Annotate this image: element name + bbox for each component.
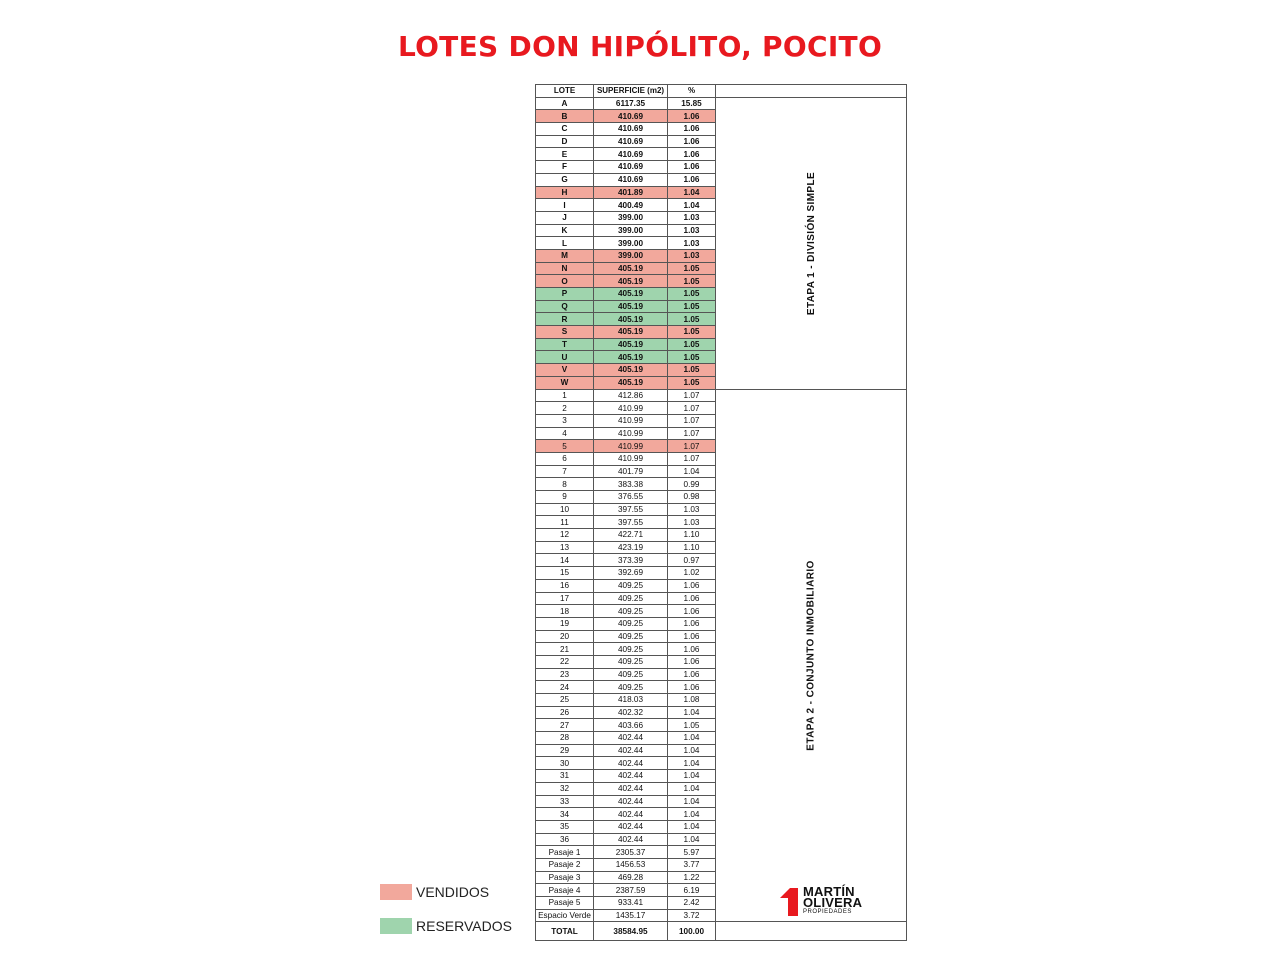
legend-item-reserved bbox=[380, 914, 512, 938]
cell-percent: 3.72 bbox=[668, 909, 716, 922]
cell-lote: 24 bbox=[536, 681, 594, 694]
cell-lote: E bbox=[536, 148, 594, 161]
logo-line-2: OLIVERA bbox=[803, 895, 863, 910]
cell-superficie: 418.03 bbox=[594, 694, 668, 707]
cell-lote: Q bbox=[536, 300, 594, 313]
cell-percent: 0.98 bbox=[668, 491, 716, 504]
cell-lote: W bbox=[536, 376, 594, 389]
cell-superficie: 402.44 bbox=[594, 795, 668, 808]
cell-superficie: 409.25 bbox=[594, 668, 668, 681]
header-spacer bbox=[716, 85, 907, 98]
cell-superficie: 410.69 bbox=[594, 148, 668, 161]
cell-lote: 28 bbox=[536, 732, 594, 745]
cell-lote: 31 bbox=[536, 770, 594, 783]
cell-superficie: 405.19 bbox=[594, 364, 668, 377]
cell-lote: U bbox=[536, 351, 594, 364]
cell-superficie: 405.19 bbox=[594, 326, 668, 339]
cell-superficie: 402.44 bbox=[594, 782, 668, 795]
cell-superficie: 376.55 bbox=[594, 491, 668, 504]
logo-line-3: PROPIEDADES bbox=[803, 909, 852, 915]
cell-superficie: 402.44 bbox=[594, 744, 668, 757]
cell-lote: 5 bbox=[536, 440, 594, 453]
cell-superficie: 469.28 bbox=[594, 871, 668, 884]
cell-percent: 1.04 bbox=[668, 770, 716, 783]
logo-text bbox=[803, 886, 862, 916]
logo-line-1: MARTÍN bbox=[803, 884, 855, 899]
cell-percent: 1.22 bbox=[668, 871, 716, 884]
cell-percent: 1.05 bbox=[668, 719, 716, 732]
cell-superficie: 410.69 bbox=[594, 161, 668, 174]
cell-percent: 2.42 bbox=[668, 897, 716, 910]
cell-percent: 1.04 bbox=[668, 833, 716, 846]
cell-superficie: 405.19 bbox=[594, 275, 668, 288]
cell-lote: G bbox=[536, 173, 594, 186]
cell-superficie: 409.25 bbox=[594, 643, 668, 656]
cell-percent: 1.05 bbox=[668, 313, 716, 326]
cell-superficie: 399.00 bbox=[594, 211, 668, 224]
cell-superficie: 409.25 bbox=[594, 655, 668, 668]
table-row bbox=[536, 389, 907, 402]
cell-percent: 5.97 bbox=[668, 846, 716, 859]
page-title: LOTES DON HIPÓLITO, POCITO bbox=[397, 30, 883, 63]
cell-lote: I bbox=[536, 199, 594, 212]
table-row bbox=[536, 97, 907, 110]
cell-lote: 13 bbox=[536, 541, 594, 554]
cell-superficie: 422.71 bbox=[594, 529, 668, 542]
table-header-row bbox=[536, 85, 907, 98]
cell-percent: 1.06 bbox=[668, 161, 716, 174]
cell-lote: 30 bbox=[536, 757, 594, 770]
cell-superficie: 410.69 bbox=[594, 123, 668, 136]
cell-superficie: 2387.59 bbox=[594, 884, 668, 897]
legend-swatch-sold bbox=[380, 884, 412, 900]
cell-superficie: 412.86 bbox=[594, 389, 668, 402]
cell-lote: J bbox=[536, 211, 594, 224]
cell-lote: D bbox=[536, 135, 594, 148]
cell-superficie: 402.32 bbox=[594, 706, 668, 719]
total-superficie: 38584.95 bbox=[594, 922, 668, 941]
cell-lote: 3 bbox=[536, 414, 594, 427]
cell-lote: 6 bbox=[536, 452, 594, 465]
cell-lote: R bbox=[536, 313, 594, 326]
cell-superficie: 405.19 bbox=[594, 300, 668, 313]
cell-lote: Pasaje 5 bbox=[536, 897, 594, 910]
cell-superficie: 392.69 bbox=[594, 567, 668, 580]
stage-2-label bbox=[716, 389, 907, 922]
cell-superficie: 410.99 bbox=[594, 440, 668, 453]
cell-percent: 15.85 bbox=[668, 97, 716, 110]
legend bbox=[380, 880, 512, 948]
legend-item-sold bbox=[380, 880, 512, 904]
legend-label-reserved: RESERVADOS bbox=[416, 918, 512, 934]
cell-percent: 1.04 bbox=[668, 199, 716, 212]
cell-percent: 1.06 bbox=[668, 668, 716, 681]
cell-superficie: 1435.17 bbox=[594, 909, 668, 922]
cell-superficie: 397.55 bbox=[594, 516, 668, 529]
cell-superficie: 409.25 bbox=[594, 617, 668, 630]
cell-superficie: 397.55 bbox=[594, 503, 668, 516]
cell-superficie: 409.25 bbox=[594, 592, 668, 605]
cell-superficie: 405.19 bbox=[594, 262, 668, 275]
cell-lote: 34 bbox=[536, 808, 594, 821]
cell-superficie: 405.19 bbox=[594, 338, 668, 351]
cell-lote: 10 bbox=[536, 503, 594, 516]
cell-lote: 9 bbox=[536, 491, 594, 504]
table-body bbox=[536, 97, 907, 941]
cell-lote: 35 bbox=[536, 820, 594, 833]
cell-lote: K bbox=[536, 224, 594, 237]
cell-superficie: 401.79 bbox=[594, 465, 668, 478]
cell-percent: 1.04 bbox=[668, 744, 716, 757]
lots-table-container bbox=[535, 84, 907, 941]
cell-superficie: 410.99 bbox=[594, 402, 668, 415]
cell-superficie: 409.25 bbox=[594, 630, 668, 643]
cell-percent: 3.77 bbox=[668, 858, 716, 871]
cell-percent: 1.03 bbox=[668, 211, 716, 224]
cell-lote: T bbox=[536, 338, 594, 351]
cell-lote: 36 bbox=[536, 833, 594, 846]
cell-superficie: 402.44 bbox=[594, 808, 668, 821]
cell-percent: 1.07 bbox=[668, 414, 716, 427]
cell-lote: 11 bbox=[536, 516, 594, 529]
cell-superficie: 402.44 bbox=[594, 820, 668, 833]
cell-lote: 20 bbox=[536, 630, 594, 643]
cell-lote: C bbox=[536, 123, 594, 136]
total-percent: 100.00 bbox=[668, 922, 716, 941]
total-label: TOTAL bbox=[536, 922, 594, 941]
cell-percent: 1.03 bbox=[668, 224, 716, 237]
cell-superficie: 399.00 bbox=[594, 224, 668, 237]
cell-lote: 23 bbox=[536, 668, 594, 681]
cell-percent: 1.05 bbox=[668, 275, 716, 288]
cell-percent: 1.03 bbox=[668, 249, 716, 262]
cell-superficie: 402.44 bbox=[594, 757, 668, 770]
cell-percent: 1.04 bbox=[668, 795, 716, 808]
cell-lote: Espacio Verde bbox=[536, 909, 594, 922]
cell-lote: F bbox=[536, 161, 594, 174]
cell-lote: 1 bbox=[536, 389, 594, 402]
cell-percent: 1.07 bbox=[668, 402, 716, 415]
cell-superficie: 410.69 bbox=[594, 110, 668, 123]
cell-lote: M bbox=[536, 249, 594, 262]
cell-lote: P bbox=[536, 288, 594, 301]
cell-superficie: 2305.37 bbox=[594, 846, 668, 859]
cell-superficie: 402.44 bbox=[594, 732, 668, 745]
cell-lote: Pasaje 2 bbox=[536, 858, 594, 871]
cell-percent: 1.05 bbox=[668, 351, 716, 364]
cell-lote: Pasaje 1 bbox=[536, 846, 594, 859]
cell-superficie: 402.44 bbox=[594, 833, 668, 846]
cell-percent: 1.04 bbox=[668, 820, 716, 833]
cell-percent: 1.05 bbox=[668, 300, 716, 313]
cell-lote: H bbox=[536, 186, 594, 199]
cell-lote: 16 bbox=[536, 579, 594, 592]
cell-percent: 1.06 bbox=[668, 148, 716, 161]
cell-percent: 1.06 bbox=[668, 655, 716, 668]
legend-label-sold: VENDIDOS bbox=[416, 884, 490, 900]
cell-lote: 17 bbox=[536, 592, 594, 605]
cell-superficie: 399.00 bbox=[594, 249, 668, 262]
cell-superficie: 409.25 bbox=[594, 579, 668, 592]
cell-lote: 12 bbox=[536, 529, 594, 542]
cell-percent: 1.10 bbox=[668, 541, 716, 554]
cell-superficie: 410.99 bbox=[594, 414, 668, 427]
cell-superficie: 6117.35 bbox=[594, 97, 668, 110]
stage-1-label bbox=[716, 97, 907, 389]
cell-percent: 1.07 bbox=[668, 452, 716, 465]
cell-percent: 6.19 bbox=[668, 884, 716, 897]
cell-percent: 1.04 bbox=[668, 732, 716, 745]
cell-lote: 26 bbox=[536, 706, 594, 719]
cell-lote: 19 bbox=[536, 617, 594, 630]
cell-superficie: 400.49 bbox=[594, 199, 668, 212]
cell-percent: 1.06 bbox=[668, 643, 716, 656]
cell-percent: 1.04 bbox=[668, 186, 716, 199]
cell-percent: 0.99 bbox=[668, 478, 716, 491]
cell-percent: 1.05 bbox=[668, 262, 716, 275]
cell-percent: 1.03 bbox=[668, 503, 716, 516]
cell-superficie: 409.25 bbox=[594, 681, 668, 694]
logo-mark-icon bbox=[778, 886, 800, 916]
cell-percent: 1.07 bbox=[668, 389, 716, 402]
cell-lote: 18 bbox=[536, 605, 594, 618]
header-lote: LOTE bbox=[536, 85, 594, 98]
cell-percent: 1.07 bbox=[668, 427, 716, 440]
cell-superficie: 410.69 bbox=[594, 173, 668, 186]
cell-percent: 1.06 bbox=[668, 110, 716, 123]
company-logo bbox=[778, 886, 862, 916]
cell-lote: 7 bbox=[536, 465, 594, 478]
cell-lote: A bbox=[536, 97, 594, 110]
cell-superficie: 410.99 bbox=[594, 452, 668, 465]
cell-superficie: 405.19 bbox=[594, 351, 668, 364]
cell-percent: 1.05 bbox=[668, 338, 716, 351]
cell-percent: 1.06 bbox=[668, 173, 716, 186]
cell-percent: 1.06 bbox=[668, 617, 716, 630]
legend-swatch-reserved bbox=[380, 918, 412, 934]
cell-lote: L bbox=[536, 237, 594, 250]
cell-lote: 2 bbox=[536, 402, 594, 415]
stage-1-label-label: ETAPA 1 - DIVISIÓN SIMPLE bbox=[805, 171, 817, 315]
cell-superficie: 402.44 bbox=[594, 770, 668, 783]
cell-percent: 1.06 bbox=[668, 630, 716, 643]
cell-superficie: 401.89 bbox=[594, 186, 668, 199]
cell-lote: B bbox=[536, 110, 594, 123]
cell-lote: Pasaje 3 bbox=[536, 871, 594, 884]
cell-lote: 29 bbox=[536, 744, 594, 757]
cell-superficie: 933.41 bbox=[594, 897, 668, 910]
cell-percent: 1.08 bbox=[668, 694, 716, 707]
cell-superficie: 403.66 bbox=[594, 719, 668, 732]
total-row bbox=[536, 922, 907, 941]
header-superficie: SUPERFICIE (m2) bbox=[594, 85, 668, 98]
header-percent: % bbox=[668, 85, 716, 98]
cell-percent: 1.05 bbox=[668, 376, 716, 389]
cell-lote: 21 bbox=[536, 643, 594, 656]
cell-percent: 0.97 bbox=[668, 554, 716, 567]
cell-percent: 1.06 bbox=[668, 579, 716, 592]
cell-lote: 27 bbox=[536, 719, 594, 732]
cell-percent: 1.04 bbox=[668, 465, 716, 478]
cell-lote: 15 bbox=[536, 567, 594, 580]
cell-percent: 1.03 bbox=[668, 516, 716, 529]
cell-percent: 1.02 bbox=[668, 567, 716, 580]
cell-lote: 8 bbox=[536, 478, 594, 491]
cell-lote: Pasaje 4 bbox=[536, 884, 594, 897]
cell-percent: 1.04 bbox=[668, 706, 716, 719]
cell-superficie: 423.19 bbox=[594, 541, 668, 554]
cell-superficie: 410.69 bbox=[594, 135, 668, 148]
cell-lote: 4 bbox=[536, 427, 594, 440]
cell-lote: V bbox=[536, 364, 594, 377]
cell-percent: 1.05 bbox=[668, 326, 716, 339]
cell-lote: N bbox=[536, 262, 594, 275]
cell-superficie: 409.25 bbox=[594, 605, 668, 618]
cell-percent: 1.07 bbox=[668, 440, 716, 453]
cell-percent: 1.04 bbox=[668, 808, 716, 821]
cell-lote: O bbox=[536, 275, 594, 288]
cell-lote: S bbox=[536, 326, 594, 339]
cell-superficie: 383.38 bbox=[594, 478, 668, 491]
stage-2-label-label: ETAPA 2 - CONJUNTO INMOBILIARIO bbox=[805, 560, 817, 751]
cell-lote: 14 bbox=[536, 554, 594, 567]
cell-percent: 1.05 bbox=[668, 288, 716, 301]
cell-superficie: 399.00 bbox=[594, 237, 668, 250]
cell-superficie: 410.99 bbox=[594, 427, 668, 440]
cell-lote: 25 bbox=[536, 694, 594, 707]
cell-percent: 1.10 bbox=[668, 529, 716, 542]
cell-percent: 1.04 bbox=[668, 782, 716, 795]
cell-lote: 32 bbox=[536, 782, 594, 795]
cell-superficie: 405.19 bbox=[594, 288, 668, 301]
cell-percent: 1.06 bbox=[668, 123, 716, 136]
cell-superficie: 405.19 bbox=[594, 313, 668, 326]
cell-superficie: 1456.53 bbox=[594, 858, 668, 871]
total-spacer bbox=[716, 922, 907, 941]
cell-percent: 1.06 bbox=[668, 592, 716, 605]
cell-lote: 22 bbox=[536, 655, 594, 668]
cell-superficie: 405.19 bbox=[594, 376, 668, 389]
cell-percent: 1.05 bbox=[668, 364, 716, 377]
cell-percent: 1.06 bbox=[668, 681, 716, 694]
cell-superficie: 373.39 bbox=[594, 554, 668, 567]
cell-lote: 33 bbox=[536, 795, 594, 808]
cell-percent: 1.03 bbox=[668, 237, 716, 250]
cell-percent: 1.06 bbox=[668, 605, 716, 618]
lots-table bbox=[535, 84, 907, 941]
cell-percent: 1.06 bbox=[668, 135, 716, 148]
cell-percent: 1.04 bbox=[668, 757, 716, 770]
